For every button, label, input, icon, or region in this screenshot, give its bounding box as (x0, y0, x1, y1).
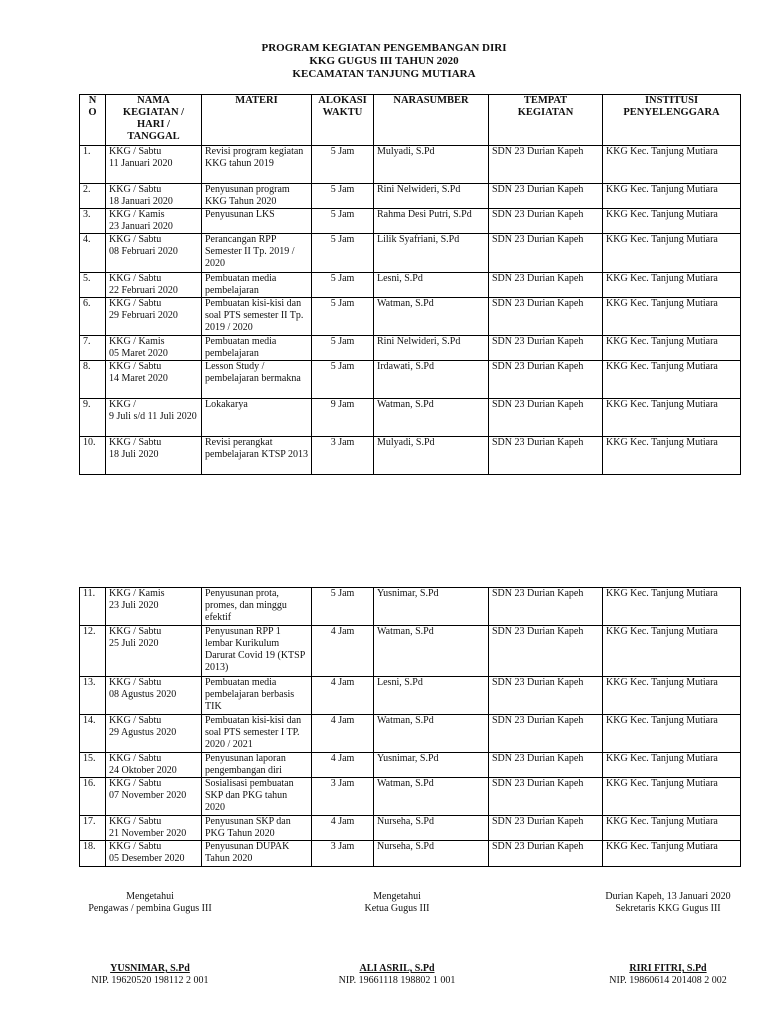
table-row (80, 588, 741, 626)
signature-sekretaris (558, 891, 768, 987)
cell-alokasi: 5 Jam (312, 361, 374, 399)
document-title: PROGRAM KEGIATAN PENGEMBANGAN DIRI (261, 42, 507, 54)
cell-materi: Pembuatan media pembelajaran (202, 336, 312, 361)
cell-tempat: SDN 23 Durian Kapeh (489, 677, 603, 715)
col-header-alokasi: ALOKASI WAKTU (312, 95, 374, 146)
signature-name: YUSNIMAR, S.Pd (110, 963, 190, 974)
col-header-materi: MATERI (202, 95, 312, 146)
cell-no: 4. (80, 234, 106, 273)
cell-alokasi: 4 Jam (312, 677, 374, 715)
cell-no: 17. (80, 816, 106, 841)
cell-tempat: SDN 23 Durian Kapeh (489, 816, 603, 841)
cell-tempat: SDN 23 Durian Kapeh (489, 234, 603, 273)
table-row (80, 273, 741, 298)
cell-institusi: KKG Kec. Tanjung Mutiara (603, 298, 741, 336)
cell-narasumber: Watman, S.Pd (374, 399, 489, 437)
cell-alokasi: 5 Jam (312, 588, 374, 626)
signature-role: Pengawas / pembina Gugus III (88, 903, 212, 914)
cell-tempat: SDN 23 Durian Kapeh (489, 778, 603, 816)
cell-narasumber: Watman, S.Pd (374, 715, 489, 753)
cell-institusi: KKG Kec. Tanjung Mutiara (603, 361, 741, 399)
cell-narasumber: Rini Nelwideri, S.Pd (374, 184, 489, 209)
cell-no: 5. (80, 273, 106, 298)
cell-nama: KKG / Sabtu 18 Januari 2020 (106, 184, 202, 209)
cell-nama: KKG / Sabtu 11 Januari 2020 (106, 146, 202, 184)
cell-nama: KKG / Sabtu 08 Februari 2020 (106, 234, 202, 273)
cell-materi: Penyusunan DUPAK Tahun 2020 (202, 841, 312, 867)
signature-ketua (287, 891, 507, 987)
cell-tempat: SDN 23 Durian Kapeh (489, 626, 603, 677)
cell-institusi: KKG Kec. Tanjung Mutiara (603, 588, 741, 626)
cell-narasumber: Lesni, S.Pd (374, 677, 489, 715)
cell-institusi: KKG Kec. Tanjung Mutiara (603, 437, 741, 475)
cell-alokasi: 4 Jam (312, 626, 374, 677)
cell-narasumber: Lilik Syafriani, S.Pd (374, 234, 489, 273)
signature-pengawas (40, 891, 260, 987)
cell-tempat: SDN 23 Durian Kapeh (489, 588, 603, 626)
cell-alokasi: 5 Jam (312, 209, 374, 234)
cell-nama: KKG / Sabtu 05 Desember 2020 (106, 841, 202, 867)
table-row (80, 626, 741, 677)
cell-institusi: KKG Kec. Tanjung Mutiara (603, 146, 741, 184)
cell-tempat: SDN 23 Durian Kapeh (489, 753, 603, 778)
table-row (80, 298, 741, 336)
cell-materi: Revisi perangkat pembelajaran KTSP 2013 (202, 437, 312, 475)
cell-nama: KKG / Sabtu 22 Februari 2020 (106, 273, 202, 298)
document-district: KECAMATAN TANJUNG MUTIARA (292, 68, 476, 80)
cell-institusi: KKG Kec. Tanjung Mutiara (603, 209, 741, 234)
cell-no: 18. (80, 841, 106, 867)
cell-materi: Pembuatan media pembelajaran (202, 273, 312, 298)
cell-institusi: KKG Kec. Tanjung Mutiara (603, 184, 741, 209)
cell-no: 8. (80, 361, 106, 399)
cell-no: 15. (80, 753, 106, 778)
cell-alokasi: 5 Jam (312, 234, 374, 273)
cell-nama: KKG / Kamis 23 Januari 2020 (106, 209, 202, 234)
cell-narasumber: Watman, S.Pd (374, 778, 489, 816)
cell-alokasi: 3 Jam (312, 778, 374, 816)
cell-alokasi: 5 Jam (312, 298, 374, 336)
signature-line1: Mengetahui (373, 891, 421, 902)
col-header-nama: NAMA KEGIATAN / HARI / TANGGAL (106, 95, 202, 146)
table-row (80, 677, 741, 715)
cell-narasumber: Nurseha, S.Pd (374, 816, 489, 841)
cell-tempat: SDN 23 Durian Kapeh (489, 209, 603, 234)
cell-materi: Sosialisasi pembuatan SKP dan PKG tahun 2020 (202, 778, 312, 816)
cell-nama: KKG / Sabtu 29 Agustus 2020 (106, 715, 202, 753)
cell-narasumber: Yusnimar, S.Pd (374, 753, 489, 778)
document-subtitle: KKG GUGUS III TAHUN 2020 (309, 55, 459, 67)
cell-tempat: SDN 23 Durian Kapeh (489, 399, 603, 437)
cell-materi: Penyusunan SKP dan PKG Tahun 2020 (202, 816, 312, 841)
cell-nama: KKG / Sabtu 24 Oktober 2020 (106, 753, 202, 778)
cell-materi: Lesson Study / pembelajaran bermakna (202, 361, 312, 399)
document-header (0, 42, 768, 81)
cell-materi: Penyusunan RPP 1 lembar Kurikulum Darurat Covid 19 (KTSP 2013) (202, 626, 312, 677)
cell-nama: KKG / Sabtu 29 Februari 2020 (106, 298, 202, 336)
col-header-tempat: TEMPAT KEGIATAN (489, 95, 603, 146)
cell-nama: KKG / Kamis 23 Juli 2020 (106, 588, 202, 626)
table-row (80, 816, 741, 841)
cell-institusi: KKG Kec. Tanjung Mutiara (603, 753, 741, 778)
cell-institusi: KKG Kec. Tanjung Mutiara (603, 841, 741, 867)
cell-alokasi: 4 Jam (312, 816, 374, 841)
cell-alokasi: 3 Jam (312, 437, 374, 475)
cell-tempat: SDN 23 Durian Kapeh (489, 437, 603, 475)
cell-narasumber: Rahma Desi Putri, S.Pd (374, 209, 489, 234)
table-row (80, 399, 741, 437)
cell-alokasi: 3 Jam (312, 841, 374, 867)
signature-role: Ketua Gugus III (364, 903, 430, 914)
cell-materi: Pembuatan media pembelajaran berbasis TIK (202, 677, 312, 715)
cell-tempat: SDN 23 Durian Kapeh (489, 336, 603, 361)
col-header-institusi: INSTITUSI PENYELENGGARA (603, 95, 741, 146)
cell-alokasi: 4 Jam (312, 753, 374, 778)
cell-narasumber: Rini Nelwideri, S.Pd (374, 336, 489, 361)
cell-alokasi: 5 Jam (312, 146, 374, 184)
cell-nama: KKG / 9 Juli s/d 11 Juli 2020 (106, 399, 202, 437)
cell-no: 1. (80, 146, 106, 184)
cell-materi: Pembuatan kisi-kisi dan soal PTS semester I TP. 2020 / 2021 (202, 715, 312, 753)
cell-no: 16. (80, 778, 106, 816)
table-row (80, 753, 741, 778)
cell-institusi: KKG Kec. Tanjung Mutiara (603, 677, 741, 715)
cell-tempat: SDN 23 Durian Kapeh (489, 715, 603, 753)
cell-no: 10. (80, 437, 106, 475)
cell-narasumber: Watman, S.Pd (374, 298, 489, 336)
cell-tempat: SDN 23 Durian Kapeh (489, 361, 603, 399)
cell-no: 12. (80, 626, 106, 677)
cell-narasumber: Nurseha, S.Pd (374, 841, 489, 867)
cell-tempat: SDN 23 Durian Kapeh (489, 146, 603, 184)
cell-materi: Pembuatan kisi-kisi dan soal PTS semester II Tp. 2019 / 2020 (202, 298, 312, 336)
cell-institusi: KKG Kec. Tanjung Mutiara (603, 626, 741, 677)
signature-nip: NIP. 19661118 198802 1 001 (338, 975, 456, 986)
cell-narasumber: Mulyadi, S.Pd (374, 146, 489, 184)
col-header-narasumber: NARASUMBER (374, 95, 489, 146)
signature-nip: NIP. 19860614 201408 2 002 (609, 975, 727, 986)
table-row (80, 715, 741, 753)
cell-materi: Penyusunan program KKG Tahun 2020 (202, 184, 312, 209)
cell-nama: KKG / Kamis 05 Maret 2020 (106, 336, 202, 361)
cell-institusi: KKG Kec. Tanjung Mutiara (603, 234, 741, 273)
table-row (80, 234, 741, 273)
cell-tempat: SDN 23 Durian Kapeh (489, 184, 603, 209)
cell-materi: Revisi program kegiatan KKG tahun 2019 (202, 146, 312, 184)
cell-no: 2. (80, 184, 106, 209)
cell-alokasi: 9 Jam (312, 399, 374, 437)
schedule-table-part1 (79, 94, 741, 475)
signature-place-date: Durian Kapeh, 13 Januari 2020 (605, 891, 731, 902)
table-row (80, 841, 741, 867)
cell-materi: Penyusunan prota, promes, dan minggu efektif (202, 588, 312, 626)
cell-nama: KKG / Sabtu 18 Juli 2020 (106, 437, 202, 475)
cell-narasumber: Lesni, S.Pd (374, 273, 489, 298)
cell-nama: KKG / Sabtu 08 Agustus 2020 (106, 677, 202, 715)
schedule-table-part2 (79, 587, 741, 867)
cell-materi: Penyusunan laporan pengembangan diri (202, 753, 312, 778)
table-row (80, 336, 741, 361)
cell-materi: Penyusunan LKS (202, 209, 312, 234)
cell-no: 7. (80, 336, 106, 361)
cell-no: 13. (80, 677, 106, 715)
cell-nama: KKG / Sabtu 14 Maret 2020 (106, 361, 202, 399)
cell-no: 3. (80, 209, 106, 234)
cell-materi: Lokakarya (202, 399, 312, 437)
col-header-no: N O (80, 95, 106, 146)
cell-institusi: KKG Kec. Tanjung Mutiara (603, 715, 741, 753)
cell-narasumber: Watman, S.Pd (374, 626, 489, 677)
signature-role: Sekretaris KKG Gugus III (615, 903, 721, 914)
table-row (80, 778, 741, 816)
table-row (80, 437, 741, 475)
cell-narasumber: Mulyadi, S.Pd (374, 437, 489, 475)
cell-alokasi: 5 Jam (312, 336, 374, 361)
cell-institusi: KKG Kec. Tanjung Mutiara (603, 816, 741, 841)
cell-institusi: KKG Kec. Tanjung Mutiara (603, 399, 741, 437)
cell-no: 14. (80, 715, 106, 753)
cell-tempat: SDN 23 Durian Kapeh (489, 273, 603, 298)
table-row (80, 184, 741, 209)
cell-institusi: KKG Kec. Tanjung Mutiara (603, 778, 741, 816)
table-row (80, 361, 741, 399)
cell-nama: KKG / Sabtu 25 Juli 2020 (106, 626, 202, 677)
cell-no: 6. (80, 298, 106, 336)
cell-no: 11. (80, 588, 106, 626)
cell-institusi: KKG Kec. Tanjung Mutiara (603, 273, 741, 298)
cell-tempat: SDN 23 Durian Kapeh (489, 841, 603, 867)
cell-alokasi: 5 Jam (312, 184, 374, 209)
cell-institusi: KKG Kec. Tanjung Mutiara (603, 336, 741, 361)
cell-nama: KKG / Sabtu 21 November 2020 (106, 816, 202, 841)
signature-name: ALI ASRIL, S.Pd (359, 963, 435, 974)
cell-alokasi: 4 Jam (312, 715, 374, 753)
signature-name: RIRI FITRI, S.Pd (629, 963, 707, 974)
signature-nip: NIP. 19620520 198112 2 001 (91, 975, 209, 986)
table-row (80, 209, 741, 234)
table-row (80, 146, 741, 184)
table-header-row (80, 95, 741, 146)
cell-nama: KKG / Sabtu 07 November 2020 (106, 778, 202, 816)
cell-no: 9. (80, 399, 106, 437)
cell-alokasi: 5 Jam (312, 273, 374, 298)
signature-line1: Mengetahui (126, 891, 174, 902)
cell-narasumber: Irdawati, S.Pd (374, 361, 489, 399)
cell-narasumber: Yusnimar, S.Pd (374, 588, 489, 626)
cell-materi: Perancangan RPP Semester II Tp. 2019 / 2020 (202, 234, 312, 273)
cell-tempat: SDN 23 Durian Kapeh (489, 298, 603, 336)
